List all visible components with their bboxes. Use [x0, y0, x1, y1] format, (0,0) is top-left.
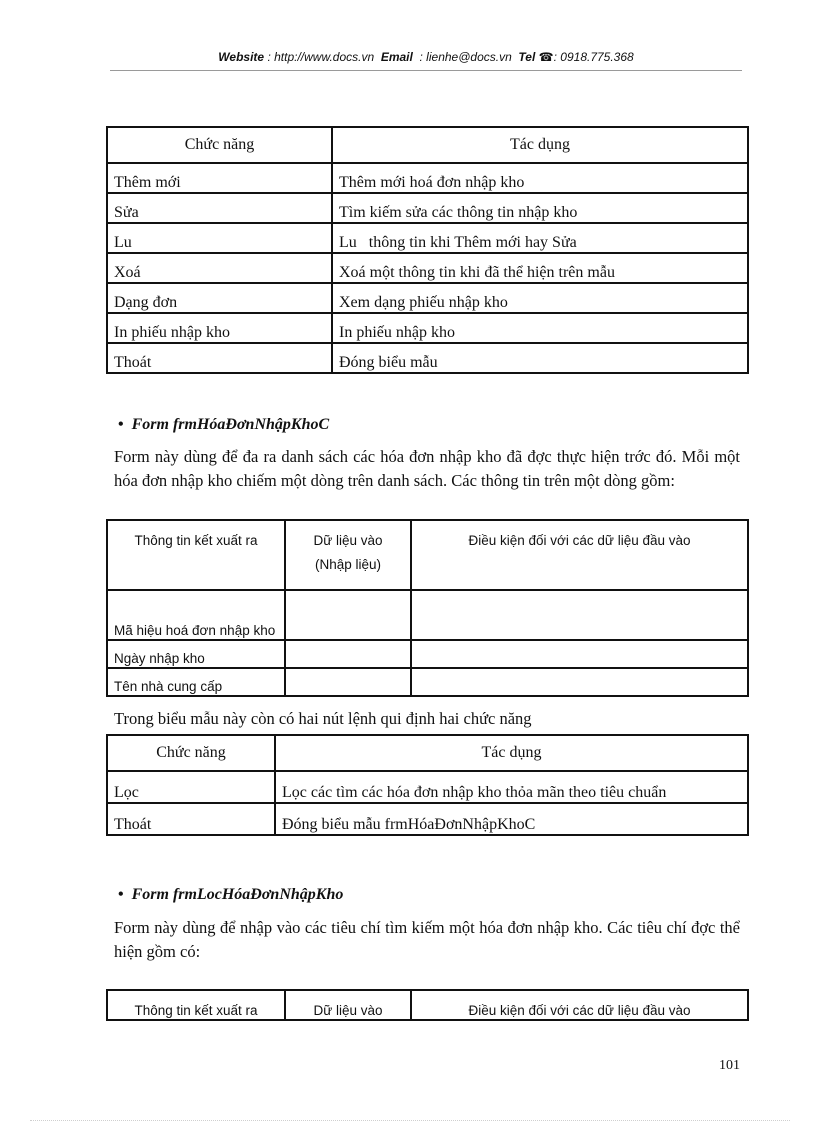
website-value: : http://www.docs.vn: [267, 50, 375, 64]
table-cell: Thoát: [107, 803, 275, 835]
table-row: [107, 640, 748, 668]
table-cell: Lọc: [107, 771, 275, 803]
section-paragraph-1: Form này dùng để đa ra danh sách các hóa đơn nhập kho đã đợc thực hiện trớc đó. Mỗi một hóa đơn nhập kho chiếm một dòng trên danh sách. Các thông tin trên một dòng gồm:: [114, 447, 740, 490]
bullet-icon: •: [118, 886, 124, 903]
table-row: [107, 343, 748, 373]
table-cell: [411, 640, 748, 668]
table-header-cell: Tác dụng: [275, 735, 748, 771]
table-cell: Thoát: [107, 343, 332, 373]
header-line: Dữ liệu vào: [313, 533, 383, 548]
table-row: [107, 223, 748, 253]
tel-label: Tel: [518, 50, 536, 64]
email-label: Email: [380, 50, 413, 64]
tel-value: : 0918.775.368: [553, 50, 634, 64]
table-row: [107, 771, 748, 803]
table-cell: In phiếu nhập kho: [332, 313, 748, 343]
table-cell: [285, 668, 411, 696]
table-cell: Đóng biểu mẫu frmHóaĐơnNhậpKhoC: [275, 803, 748, 835]
header-divider: [110, 70, 742, 71]
table-cell: Tên nhà cung cấp: [107, 668, 285, 696]
data-fields-table-1: [106, 519, 749, 697]
table-header-cell: Chức năng: [107, 127, 332, 163]
table-cell: Tìm kiếm sửa các thông tin nhập kho: [332, 193, 748, 223]
table-header-cell: Dữ liệu vào: [285, 990, 411, 1020]
website-label: Website: [218, 50, 265, 64]
phone-icon: ☎: [538, 50, 554, 64]
header-line: (Nhập liệu): [314, 557, 382, 572]
table-cell: Sửa: [107, 193, 332, 223]
footer-divider: [30, 1120, 790, 1121]
table-cell: Xem dạng phiếu nhập kho: [332, 283, 748, 313]
table-row: [107, 668, 748, 696]
table-cell: Đóng biểu mẫu: [332, 343, 748, 373]
table-cell: Lu thông tin khi Thêm mới hay Sửa: [332, 223, 748, 253]
table-cell: Dạng đơn: [107, 283, 332, 313]
table-header-row: [107, 990, 748, 1020]
table-header-cell: Điều kiện đối với các dữ liệu đầu vào: [411, 990, 748, 1020]
table-cell: [285, 640, 411, 668]
table-row: [107, 163, 748, 193]
table-cell: [411, 590, 748, 640]
section-heading-2: [118, 886, 343, 904]
table-cell: Thêm mới: [107, 163, 332, 193]
function-table-2: [106, 734, 749, 836]
section-heading-1: [118, 416, 329, 434]
table-header-cell: Thông tin kết xuất ra: [107, 520, 285, 590]
table-header-cell: Tác dụng: [332, 127, 748, 163]
between-text: Trong biểu mẫu này còn có hai nút lệnh qui định hai chức năng: [114, 709, 532, 728]
table-header-row: [107, 520, 748, 590]
page-header: [110, 50, 742, 64]
page-number: 101: [719, 1058, 740, 1073]
table-cell: Lu: [107, 223, 332, 253]
table-header-cell: [285, 520, 411, 590]
function-table-1: [106, 126, 749, 374]
table-row: [107, 313, 748, 343]
table-row: [107, 803, 748, 835]
table-cell: Xoá: [107, 253, 332, 283]
table-header-cell: Chức năng: [107, 735, 275, 771]
data-fields-table-2: [106, 989, 749, 1021]
bullet-icon: •: [118, 416, 124, 433]
table-cell: Xoá một thông tin khi đã thể hiện trên mẫu: [332, 253, 748, 283]
table-cell: Lọc các tìm các hóa đơn nhập kho thỏa mãn theo tiêu chuẩn: [275, 771, 748, 803]
section-heading-text: Form frmHóaĐơnNhậpKhoC: [131, 416, 330, 433]
table-header-row: [107, 735, 748, 771]
table-cell: Ngày nhập kho: [107, 640, 285, 668]
table-row: [107, 590, 748, 640]
table-cell: [285, 590, 411, 640]
table-cell: [411, 668, 748, 696]
table-cell: Thêm mới hoá đơn nhập kho: [332, 163, 748, 193]
table-header-cell: Thông tin kết xuất ra: [107, 990, 285, 1020]
section-heading-text: Form frmLocHóaĐơnNhậpKho: [131, 886, 344, 903]
email-value: : lienhe@docs.vn: [419, 50, 512, 64]
table-cell: In phiếu nhập kho: [107, 313, 332, 343]
section-paragraph-2: Form này dùng để nhập vào các tiêu chí tìm kiếm một hóa đơn nhập kho. Các tiêu chí đợc thể hiện gồm có:: [114, 918, 740, 961]
table-header-cell: Điều kiện đối với các dữ liệu đầu vào: [411, 520, 748, 590]
table-row: [107, 253, 748, 283]
table-row: [107, 193, 748, 223]
table-cell: Mã hiệu hoá đơn nhập kho: [107, 590, 285, 640]
table-header-row: [107, 127, 748, 163]
table-row: [107, 283, 748, 313]
